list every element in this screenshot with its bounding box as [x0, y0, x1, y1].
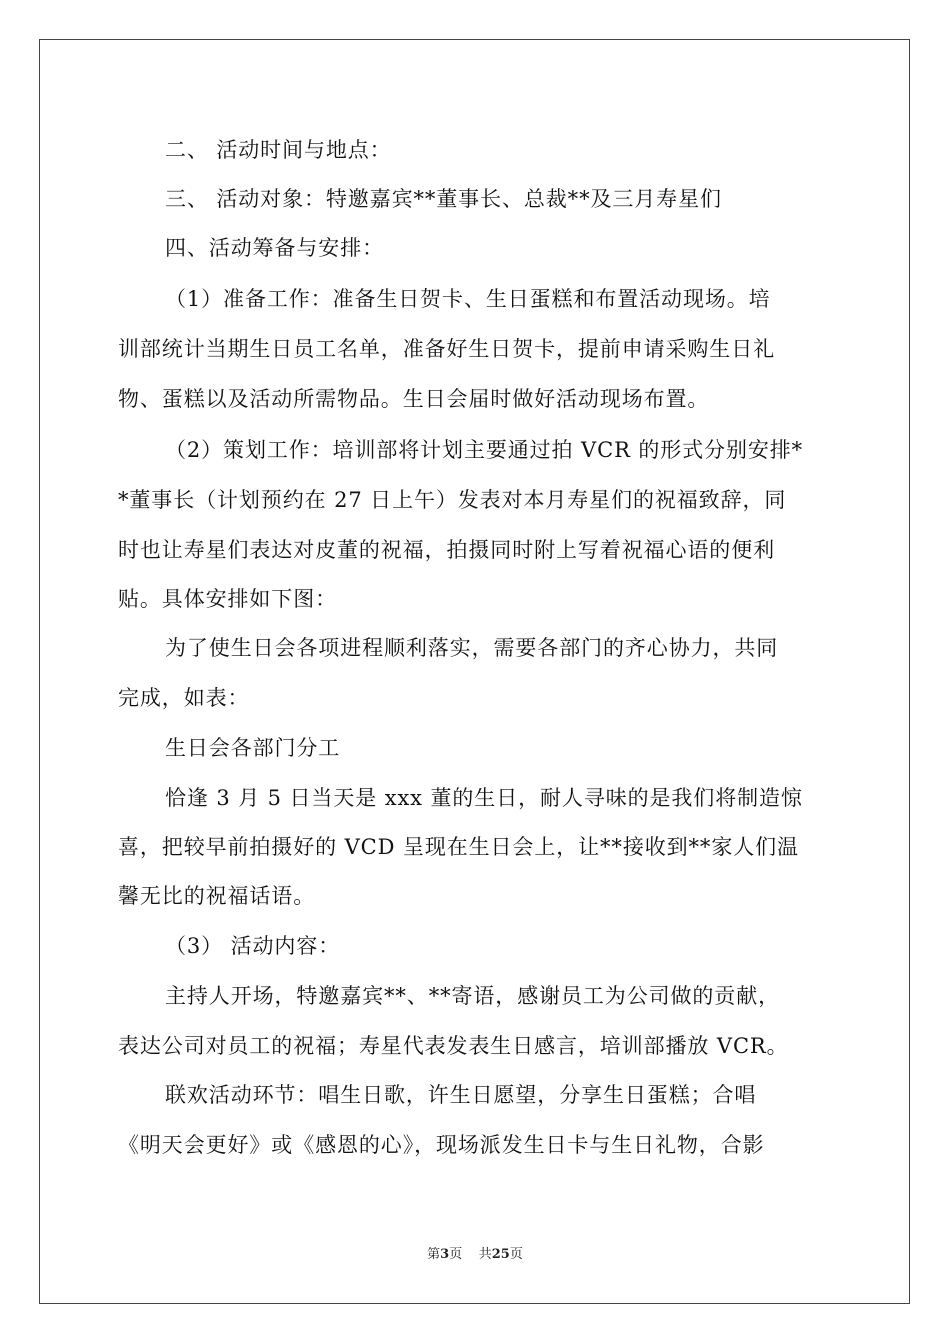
- paragraph-line: （2）策划工作：培训部将计划主要通过拍 VCR 的形式分别安排*: [165, 438, 804, 462]
- paragraph-line: 馨无比的祝福话语。: [118, 884, 316, 908]
- paragraph-line: 恰逢 3 月 5 日当天是 xxx 董的生日，耐人寻味的是我们将制造惊: [165, 786, 803, 810]
- paragraph-line: 完成，如表：: [118, 686, 250, 710]
- page-prefix: 第: [427, 1247, 441, 1262]
- current-page: 3: [440, 1247, 450, 1262]
- page-border: [39, 39, 910, 1304]
- page-total: [479, 1247, 523, 1262]
- paragraph-line: 为了使生日会各项进程顺利落实，需要各部门的齐心协力，共同: [165, 636, 779, 660]
- page-footer: [0, 1247, 950, 1263]
- total-prefix: 共: [478, 1247, 492, 1262]
- paragraph-line: 时也让寿星们表达对皮董的祝福，拍摄同时附上写着祝福心语的便利: [118, 538, 775, 562]
- paragraph-line: 表达公司对员工的祝福；寿星代表发表生日感言，培训部播放 VCR。: [118, 1034, 789, 1058]
- paragraph-line: 喜，把较早前拍摄好的 VCD 呈现在生日会上，让**接收到**家人们温: [118, 835, 799, 859]
- paragraph-line: 贴。具体安排如下图：: [118, 587, 337, 611]
- paragraph-line: 训部统计当期生日员工名单，准备好生日贺卡，提前申请采购生日礼: [118, 337, 775, 361]
- paragraph-line: 物、蛋糕以及活动所需物品。生日会届时做好活动现场布置。: [118, 387, 710, 411]
- paragraph-line: （1）准备工作：准备生日贺卡、生日蛋糕和布置活动现场。培: [165, 287, 771, 311]
- total-suffix: 页: [509, 1247, 523, 1262]
- page-suffix: 页: [449, 1247, 463, 1262]
- page-number: [427, 1247, 462, 1262]
- paragraph-line: （3） 活动内容：: [165, 934, 341, 958]
- paragraph-line: 《明天会更好》或《感恩的心》，现场派发生日卡与生日礼物，合影: [118, 1133, 765, 1157]
- total-pages: 25: [491, 1247, 510, 1262]
- paragraph-line: 主持人开场，特邀嘉宾**、**寄语，感谢员工为公司做的贡献，: [165, 984, 780, 1008]
- paragraph-line: *董事长（计划预约在 27 日上午）发表对本月寿星们的祝福致辞，同: [118, 488, 787, 512]
- section-4-heading: 四、活动筹备与安排：: [165, 236, 384, 260]
- section-2-heading: 二、 活动时间与地点：: [165, 138, 392, 162]
- table-caption: 生日会各部门分工: [165, 736, 341, 760]
- paragraph-line: 联欢活动环节：唱生日歌，许生日愿望，分享生日蛋糕；合唱: [165, 1083, 757, 1107]
- section-3-heading: 三、 活动对象：特邀嘉宾**董事长、总裁**及三月寿星们: [165, 187, 722, 211]
